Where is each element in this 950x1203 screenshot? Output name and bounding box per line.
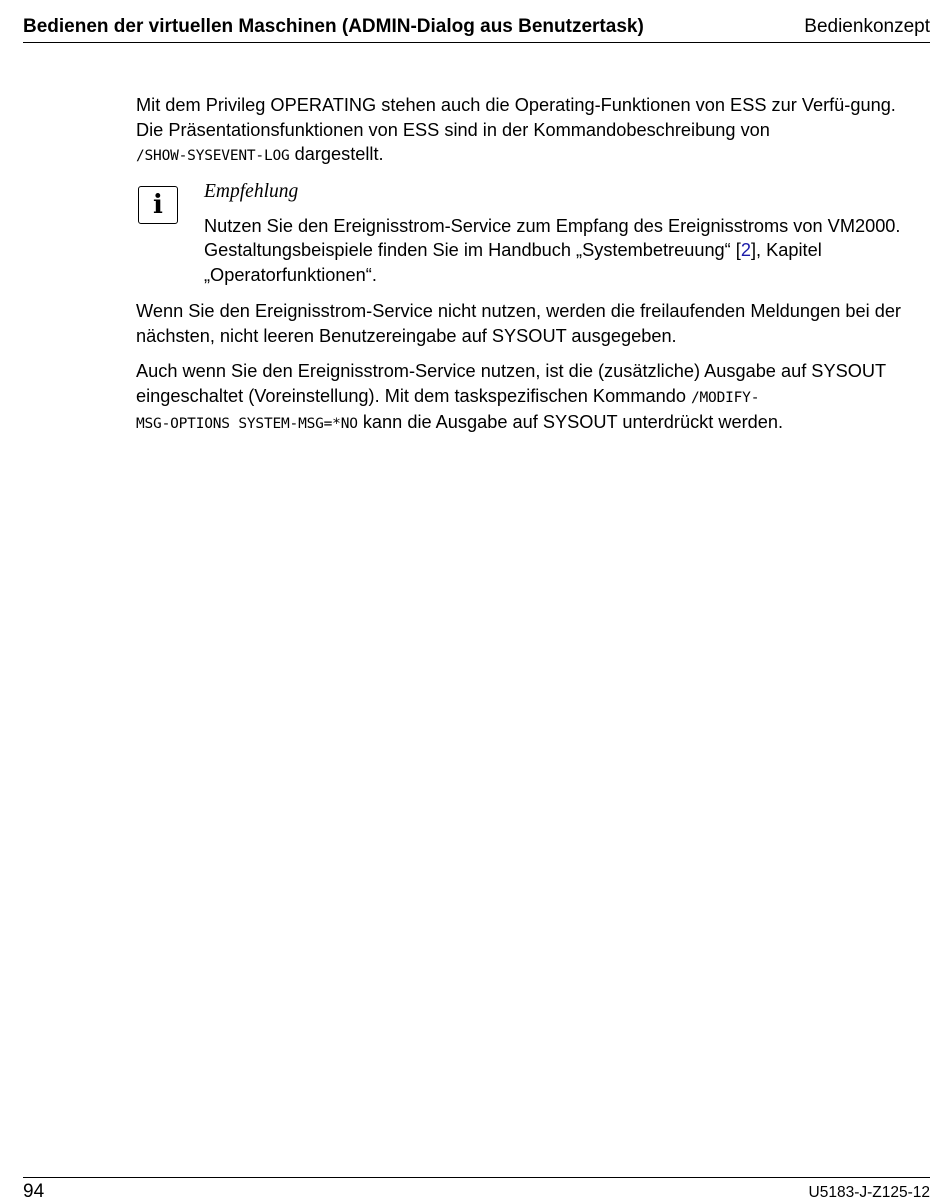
note-text-part: Nutzen Sie den Ereignisstrom-Service zum Empfang des Ereignisstroms von VM2000. Gestaltungsbeispiele finden Sie im Handbuch „Systembetreuung“ [ xyxy=(204,215,901,260)
paragraph-no-service: Wenn Sie den Ereignisstrom-Service nicht nutzen, werden die freilaufenden Meldungen bei der nächsten, nicht leeren Benutzereingabe auf SYSOUT ausgegeben. xyxy=(136,301,901,346)
command-show-sysevent-log: /SHOW-SYSEVENT-LOG xyxy=(136,148,290,164)
info-icon-letter: i xyxy=(153,189,163,220)
paragraph-text: Mit dem Privileg OPERATING stehen auch die Operating-Funktionen von ESS zur Verfü-gung. Die Präsentationsfunktionen von ESS sind in der Kommandobeschreibung von xyxy=(136,95,896,140)
reference-link[interactable]: 2 xyxy=(740,240,751,260)
note-text-part: ], Kapitel „Operatorfunktionen“. xyxy=(204,240,822,285)
page-content xyxy=(136,93,926,448)
page-header xyxy=(23,14,930,43)
document-id: U5183-J-Z125-12 xyxy=(808,1184,930,1201)
recommendation-note xyxy=(136,180,926,288)
paragraph-sysout xyxy=(136,359,926,437)
paragraph-text: kann die Ausgabe auf SYSOUT unterdrückt werden. xyxy=(357,412,784,432)
command-modify-msg-options-cont: MSG-OPTIONS SYSTEM-MSG=*NO xyxy=(136,416,358,432)
command-modify-msg-options: /MODIFY- xyxy=(691,389,760,406)
note-title: Empfehlung xyxy=(204,180,299,202)
header-title: Bedienen der virtuellen Maschinen (ADMIN-Dialog aus Benutzertask) xyxy=(23,16,644,37)
paragraph-text: dargestellt. xyxy=(289,144,384,164)
header-section: Bedienkonzept xyxy=(804,16,930,37)
page-number: 94 xyxy=(23,1181,45,1202)
info-icon xyxy=(138,186,178,224)
note-text xyxy=(204,214,926,288)
page-footer xyxy=(23,1177,930,1200)
paragraph-operating xyxy=(136,93,926,169)
paragraph-text: Auch wenn Sie den Ereignisstrom-Service nutzen, ist die (zusätzliche) Ausgabe auf SYSOUT eingeschaltet (Voreinstellung). Mit dem taskspezifischen Kommando xyxy=(136,361,886,406)
